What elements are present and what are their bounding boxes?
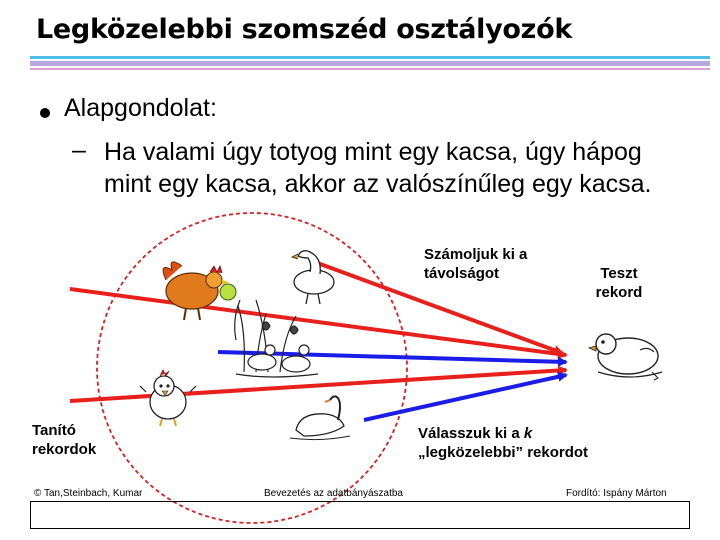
slide-title: Legközelebbi szomszéd osztályozók bbox=[36, 14, 573, 45]
compute-distance-label bbox=[424, 245, 564, 283]
choose-k-post: „legközelebbi” rekordot bbox=[418, 444, 589, 461]
choose-k-var: k bbox=[523, 425, 533, 442]
training-records-label bbox=[32, 421, 112, 459]
footer-right: Fordító: Ispány Márton bbox=[566, 488, 667, 499]
compute-distance-text: Számoljuk ki a távolságot bbox=[424, 246, 528, 282]
duck-test-icon bbox=[589, 334, 662, 380]
choose-k-label bbox=[418, 424, 638, 462]
training-records-text: Tanító rekordok bbox=[32, 422, 97, 458]
test-record-label bbox=[588, 264, 650, 302]
footer-box bbox=[30, 501, 690, 529]
test-record-text: Teszt rekord bbox=[595, 265, 643, 301]
arrow-red-chicken bbox=[70, 370, 566, 401]
sub-bullet-dash: – bbox=[72, 136, 86, 164]
footer-center: Bevezetés az adatbányászatba bbox=[264, 488, 403, 499]
goose-icon bbox=[292, 251, 334, 304]
sub-bullet-text: Ha valami úgy totyog mint egy kacsa, úgy hápog mint egy kacsa, akkor az valószínűleg egy kacsa. bbox=[104, 138, 652, 198]
swan-icon bbox=[290, 396, 350, 439]
arrow-red-rooster bbox=[70, 289, 566, 355]
choose-k-pre: Válasszuk ki a bbox=[418, 425, 524, 442]
bullet-text: Alapgondolat: bbox=[64, 94, 217, 122]
footer-left: © Tan,Steinbach, Kumar bbox=[34, 488, 143, 499]
